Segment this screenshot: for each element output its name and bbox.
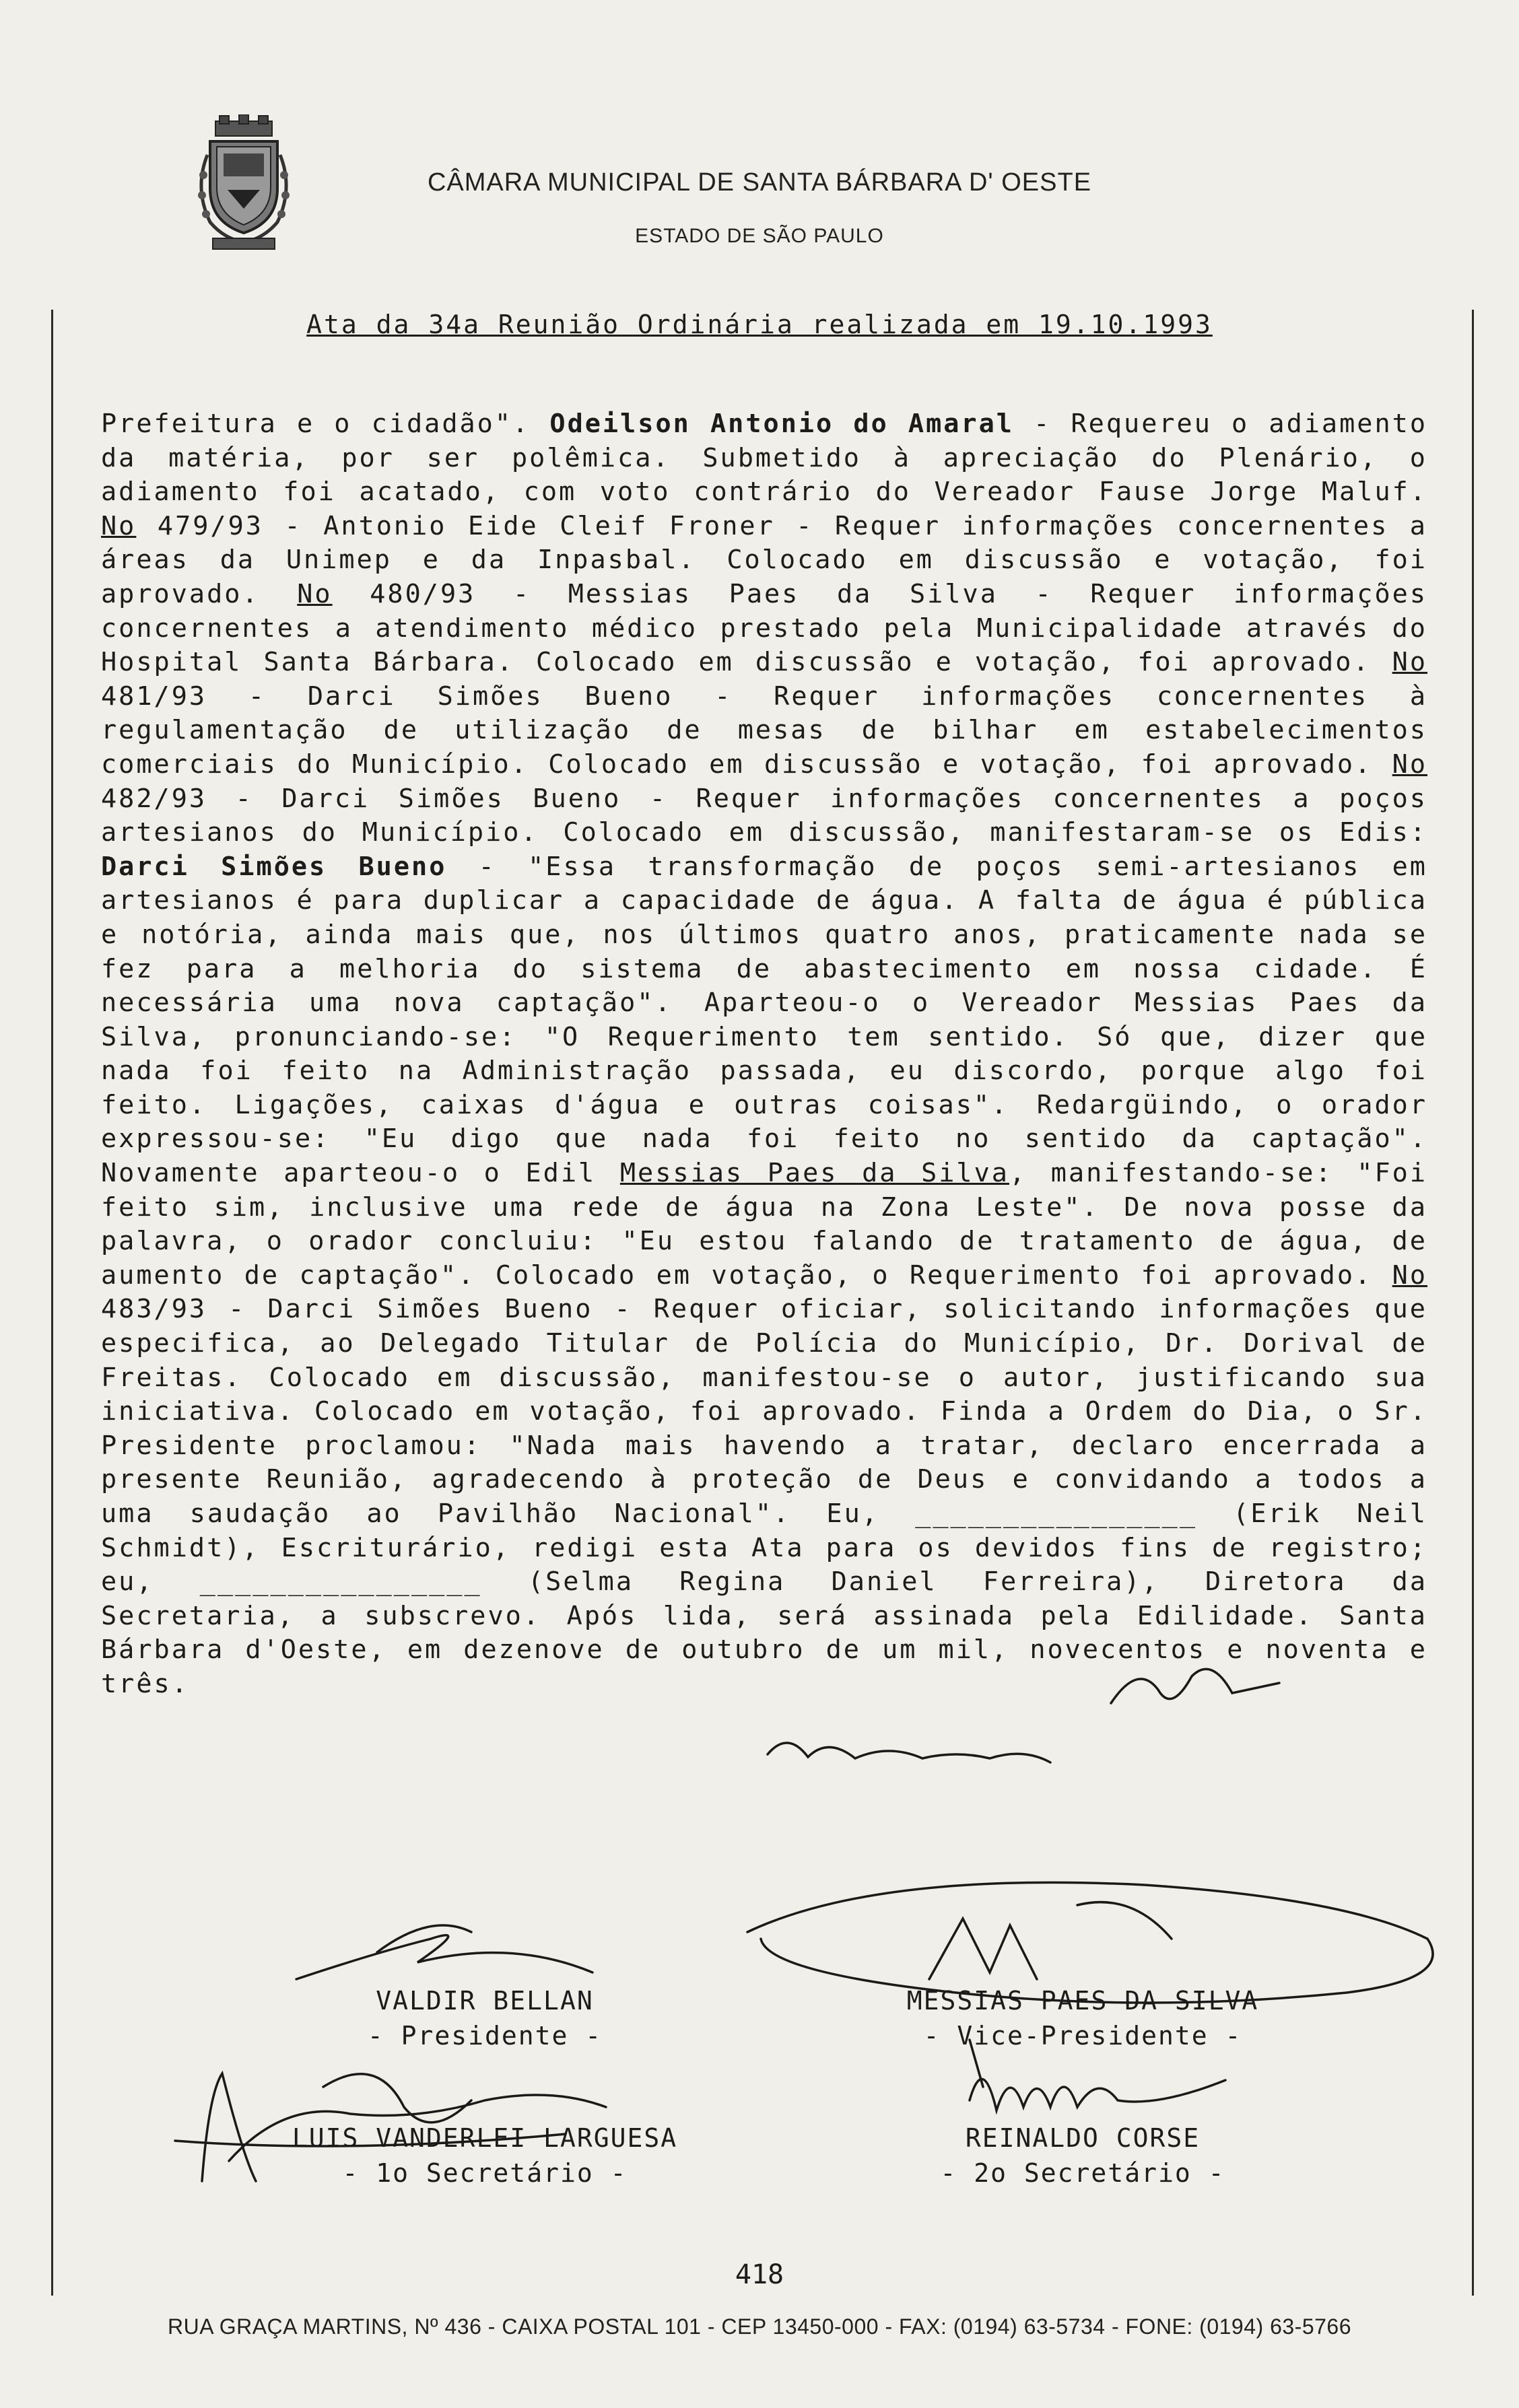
text-segment: Prefeitura e o cidadão". [101,409,550,439]
text-segment: 482/93 - Darci Simões Bueno - Requer informações concernentes a poços artesianos do Município. Colocado em discussão, manifestaram-se os Edis: [101,783,1427,848]
text-segment: 479/93 - Antonio Eide Cleif Froner - Requer informações concernentes a áreas da Unimep e da Inpasbal. Colocado em discussão e votação, foi aprovado. [101,510,1427,609]
page-number: 418 [735,2259,784,2290]
minutes-paragraph [101,407,1427,1702]
president-signature-scribble [296,1925,593,1979]
text-segment: 483/93 - Darci Simões Bueno - Requer oficiar, solicitando informações que especifica, ao Delegado Titular de Polícia do Município, Dr. Dorival de Freitas. Colocado em discussão, manifestou-se o autor, justificando sua iniciativa. Colocado em votação, foi aprovado. Finda a Ordem do Dia, o Sr. Presidente proclamou: "Nada mais havendo a tratar, declaro encerrada a presente Reunião, agradecendo à proteção de Deus e convidando a todos a uma saudação ao Pavilhão Nacional". Eu, [101,1294,1427,1529]
number-abbrev: No [101,510,137,541]
institution-name: CÂMARA MUNICIPAL DE SANTA BÁRBARA D' OESTE [427,168,1092,197]
signature-role-first-secretary: - 1o Secretário - [342,2158,628,2188]
text-segment: (Erik Neil Schmidt), Escriturário, redigi esta Ata para os devidos fins de registro; eu, [101,1499,1427,1597]
vice-president-signature-scribble [747,1882,1433,2003]
left-margin-line [51,310,53,2296]
signature-name-second-secretary: REINALDO CORSE [965,2123,1201,2153]
document-title: Ata da 34a Reunião Ordinária realizada em 19.10.1993 [306,310,1213,339]
text-segment: (Selma Regina Daniel Ferreira), Diretora da Secretaria, a subscrevo. Após lida, será assinada pela Edilidade. Santa Bárbara d'Oeste, em dezenove de outubro de um mil, novecentos e noventa e três. [101,1567,1428,1699]
number-abbrev: No [297,578,333,609]
right-margin-line [1472,310,1474,2296]
signature-role-vice-president: - Vice-Presidente - [923,2021,1242,2051]
text-segment: - "Essa transformação de poços semi-artesianos em artesianos é para duplicar a capacidade de água. A falta de água é pública e notória, ainda mais que, nos últimos quatro anos, praticamente nada se fez para a melhoria do sistema de abastecimento em nossa cidade. É necessária uma nova captação". Aparteou-o o Vereador Messias Paes da Silva, pronunciando-se: "O Requerimento tem sentido. Só que, dizer que nada foi feito na Administração passada, eu discordo, porque algo foi feito. Ligações, caixas d'água e outras coisas". Redargüindo, o orador expressou-se: "Eu digo que nada foi feito no sentido da captação". Novamente aparteou-o o Edil [101,851,1427,1189]
number-abbrev: No [1392,647,1427,678]
text-segment: - Requereu o adiamento da matéria, por ser polêmica. Submetido à apreciação do Plenário, o adiamento foi acatado, com voto contrário do Vereador Fause Jorge Maluf. [101,409,1428,508]
signature-name-first-secretary: LUIS VANDERLEI LARGUESA [292,2123,678,2153]
state-name: ESTADO DE SÃO PAULO [635,225,884,247]
councilor-name: Odeilson Antonio do Amaral [549,409,1014,439]
signature-name-president: VALDIR BELLAN [376,1986,594,2016]
minutes-body [101,407,1427,1702]
number-abbrev: No [1392,749,1427,780]
signature-blank: ________________ [199,1567,482,1597]
signature-role-second-secretary: - 2o Secretário - [940,2158,1225,2188]
councilor-name: Darci Simões Bueno [101,851,447,882]
number-abbrev: No [1392,1260,1427,1291]
text-segment: , manifestando-se: "Foi feito sim, inclusive uma rede de água na Zona Leste". De nova posse da palavra, o orador concluiu: "Eu estou falando de tratamento de água, de aumento de captação". Colocado em votação, o Requerimento foi aprovado. [101,1158,1427,1291]
director-signature-scribble [768,1743,1050,1762]
signature-name-vice-president: MESSIAS PAES DA SILVA [906,1986,1259,2016]
signature-role-president: - Presidente - [367,2021,603,2051]
councilor-name: Messias Paes da Silva [619,1158,1009,1189]
signature-blank: ________________ [915,1499,1198,1529]
footer-address: RUA GRAÇA MARTINS, Nº 436 - CAIXA POSTAL 101 - CEP 13450-000 - FAX: (0194) 63-5734 - FONE: (0194) 63-5766 [168,2314,1351,2339]
text-segment: 481/93 - Darci Simões Bueno - Requer informações concernentes à regulamentação de utilização de mesas de bilhar em estabelecimentos comerciais do Município. Colocado em discussão e votação, foi aprovado. [101,681,1427,780]
text-segment: 480/93 - Messias Paes da Silva - Requer informações concernentes a atendimento médico prestado pela Municipalidade através do Hospital Santa Bárbara. Colocado em discussão e votação, foi aprovado. [101,578,1427,678]
